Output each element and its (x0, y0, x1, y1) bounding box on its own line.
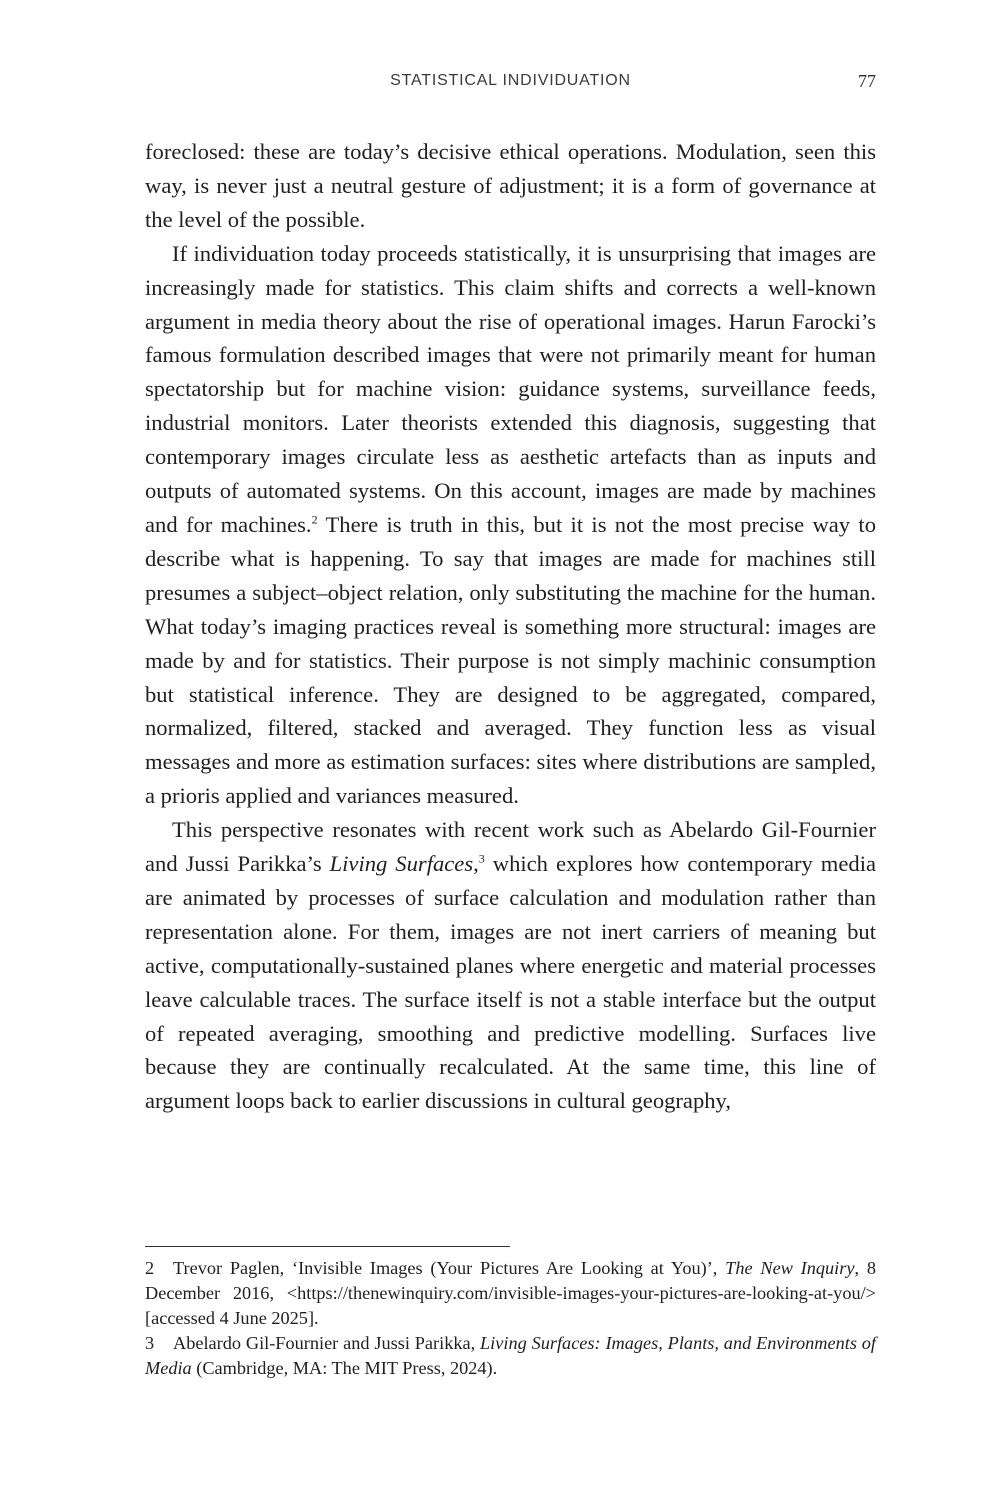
footnote-ref-3[interactable]: 3 (478, 851, 485, 866)
paragraph-2 (145, 237, 876, 813)
footnote-ref-2[interactable]: 2 (311, 512, 318, 527)
footnote-2-journal: The New Inquiry (725, 1258, 855, 1278)
running-title: STATISTICAL INDIVIDUATION (390, 72, 631, 89)
footnote-2-text-b: , 8 December 2016, <https://thenewinquiry.com/invisible-images-your-pictures-are-looking-at-you/> [accessed 4 June 2025]. (145, 1258, 877, 1328)
paragraph-1-text: foreclosed: these are today’s decisive ethical operations. Modulation, seen this way, is never just a neutral gesture of adjustment; it is a form of governance at the level of the possible. (145, 139, 876, 232)
paragraph-2-text-b: There is truth in this, but it is not the most precise way to describe what is happening. To say that images are made for machines still presumes a subject–object relation, only substituting the machine for the human. What today’s imaging practices reveal is something more structural: images are made by and for statistics. Their purpose is not simply machinic consumption but statistical inference. They are designed to be aggregated, compared, normalized, filtered, stacked and averaged. They function less as visual messages and more as estimation surfaces: sites where distributions are sampled, a prioris applied and variances measured. (145, 511, 877, 809)
paragraph-3-text-a: This perspective resonates with recent work such as Abelardo Gil-Fournier and Jussi Parikka’s (145, 817, 876, 877)
footnote-2-text-a: Trevor Paglen, ‘Invisible Images (Your Pictures Are Looking at You)’, (173, 1258, 726, 1278)
footnote-3 (145, 1331, 876, 1381)
footnote-3-book-title: Living Surfaces: Images, Plants, and Environments of Media (145, 1333, 877, 1378)
footnote-number: 3 (145, 1333, 155, 1353)
paragraph-1 (145, 135, 876, 237)
footnote-2 (145, 1256, 876, 1331)
paragraph-3-text-b: which explores how contemporary media are animated by processes of surface calculation and modulation rather than representation alone. For them, images are not inert carriers of meaning but active, computationally-sustained planes where energetic and material processes leave calculable traces. The surface itself is not a stable interface but the output of repeated averaging, smoothing and predictive modelling. Surfaces live because they are continually recalculated. At the same time, this line of argument loops back to earlier discussions in cultural geography, (145, 851, 876, 1114)
footnote-number: 2 (145, 1258, 155, 1278)
paragraph-2-text-a: If individuation today proceeds statistically, it is unsurprising that images are increasingly made for statistics. This claim shifts and corrects a well-known argument in media theory about the rise of operational images. Harun Farocki’s famous formulation described images that were not primarily meant for human spectatorship but for machine vision: guidance systems, surveillance feeds, industrial monitors. Later theorists extended this diagnosis, suggesting that contemporary images circulate less as aesthetic artefacts than as inputs and outputs of automated systems. On this account, images are made by machines and for machines. (145, 240, 876, 537)
paragraph-3 (145, 813, 876, 1118)
page-number: 77 (858, 71, 876, 91)
footnotes (145, 1256, 876, 1381)
footnote-3-text-b: (Cambridge, MA: The MIT Press, 2024). (191, 1358, 498, 1378)
footnote-3-text-a: Abelardo Gil-Fournier and Jussi Parikka, (173, 1333, 481, 1353)
book-title-living-surfaces: Living Surfaces (329, 851, 474, 877)
body-text (145, 135, 876, 1118)
footnote-divider (145, 1246, 510, 1247)
running-header (145, 72, 876, 96)
paragraph-3-comma: , (473, 851, 479, 877)
